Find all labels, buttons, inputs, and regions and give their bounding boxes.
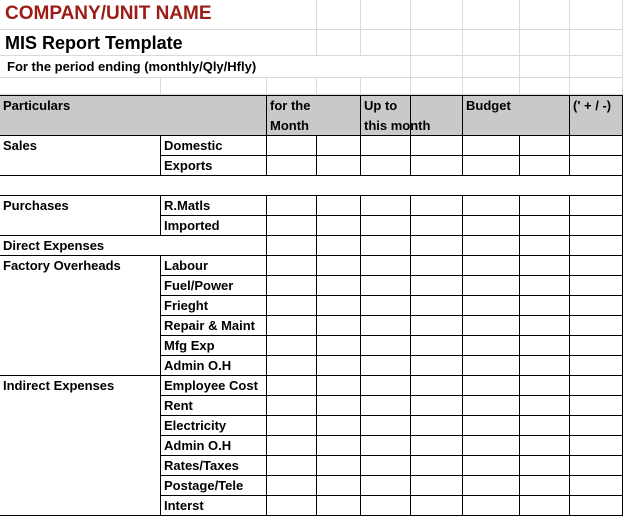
value-cell[interactable] xyxy=(411,296,463,316)
value-cell[interactable] xyxy=(267,376,317,396)
value-cell[interactable] xyxy=(520,316,570,336)
value-cell[interactable] xyxy=(411,256,463,276)
value-cell[interactable] xyxy=(463,176,520,196)
value-cell[interactable] xyxy=(570,256,623,276)
row-sublabel[interactable]: Rates/Taxes xyxy=(161,456,267,476)
blank-cell[interactable] xyxy=(267,0,317,30)
row-sublabel[interactable]: Fuel/Power xyxy=(161,276,267,296)
value-cell[interactable] xyxy=(267,276,317,296)
blank-cell[interactable] xyxy=(520,0,570,30)
value-cell[interactable] xyxy=(317,336,361,356)
blank-cell[interactable] xyxy=(570,0,623,30)
value-cell[interactable] xyxy=(520,436,570,456)
row-sublabel[interactable]: Domestic xyxy=(161,136,267,156)
row-label[interactable] xyxy=(0,476,161,496)
row-label[interactable] xyxy=(0,436,161,456)
value-cell[interactable] xyxy=(570,436,623,456)
row-sublabel[interactable]: Admin O.H xyxy=(161,436,267,456)
row-label[interactable] xyxy=(0,496,161,516)
row-sublabel[interactable]: Mfg Exp xyxy=(161,336,267,356)
blank-cell[interactable] xyxy=(267,30,317,56)
spacer-row xyxy=(0,78,623,96)
value-cell[interactable] xyxy=(570,316,623,336)
header-up-to-line1: Up to xyxy=(364,98,398,113)
value-cell[interactable] xyxy=(570,416,623,436)
header-budget[interactable]: Budget xyxy=(463,96,570,135)
value-cell[interactable] xyxy=(570,356,623,376)
blank-cell[interactable] xyxy=(463,56,520,78)
blank-cell[interactable] xyxy=(317,0,361,30)
value-cell[interactable] xyxy=(570,456,623,476)
row-label[interactable] xyxy=(0,316,161,336)
value-cell[interactable] xyxy=(317,176,361,196)
row-sublabel[interactable]: R.Matls xyxy=(161,196,267,216)
header-variance[interactable]: (' + / -) xyxy=(570,96,623,135)
value-cell[interactable] xyxy=(317,236,361,256)
value-cell[interactable] xyxy=(267,356,317,376)
row-sublabel[interactable]: Exports xyxy=(161,156,267,176)
blank-cell[interactable] xyxy=(520,78,570,95)
value-cell[interactable] xyxy=(317,456,361,476)
table-row xyxy=(0,236,623,256)
value-cell[interactable] xyxy=(520,456,570,476)
value-cell[interactable] xyxy=(361,196,411,216)
value-cell[interactable] xyxy=(411,396,463,416)
value-cell[interactable] xyxy=(317,216,361,236)
value-cell[interactable] xyxy=(520,396,570,416)
value-cell[interactable] xyxy=(570,396,623,416)
table-row xyxy=(0,416,623,436)
table-row xyxy=(0,476,623,496)
value-cell[interactable] xyxy=(317,376,361,396)
table-row xyxy=(0,356,623,376)
value-cell[interactable] xyxy=(411,156,463,176)
blank-cell[interactable] xyxy=(317,30,361,56)
value-cell[interactable] xyxy=(520,476,570,496)
blank-cell[interactable] xyxy=(361,30,411,56)
blank-cell[interactable] xyxy=(520,30,570,56)
value-cell[interactable] xyxy=(361,416,411,436)
value-cell[interactable] xyxy=(520,496,570,516)
table-header xyxy=(0,96,623,136)
blank-cell[interactable] xyxy=(411,78,463,95)
row-label[interactable]: Factory Overheads xyxy=(0,256,161,276)
header-for-the-month-line1: for the xyxy=(270,98,311,113)
value-cell[interactable] xyxy=(411,476,463,496)
value-cell[interactable] xyxy=(267,196,317,216)
value-cell[interactable] xyxy=(570,196,623,216)
row-label[interactable] xyxy=(0,176,161,196)
value-cell[interactable] xyxy=(411,456,463,476)
value-cell[interactable] xyxy=(317,156,361,176)
blank-cell[interactable] xyxy=(463,0,520,30)
value-cell[interactable] xyxy=(520,376,570,396)
value-cell[interactable] xyxy=(317,256,361,276)
value-cell[interactable] xyxy=(411,276,463,296)
value-cell[interactable] xyxy=(411,336,463,356)
value-cell[interactable] xyxy=(463,136,520,156)
row-sublabel[interactable]: Labour xyxy=(161,256,267,276)
value-cell[interactable] xyxy=(570,236,623,256)
value-cell[interactable] xyxy=(317,396,361,416)
value-cell[interactable] xyxy=(361,236,411,256)
blank-cell[interactable] xyxy=(317,78,361,95)
table-row xyxy=(0,256,623,276)
blank-cell[interactable] xyxy=(0,78,161,95)
table-row xyxy=(0,376,623,396)
value-cell[interactable] xyxy=(520,296,570,316)
value-cell[interactable] xyxy=(411,176,463,196)
value-cell[interactable] xyxy=(570,216,623,236)
value-cell[interactable] xyxy=(361,376,411,396)
row-sublabel[interactable]: Employee Cost xyxy=(161,376,267,396)
table-row xyxy=(0,496,623,516)
row-sublabel[interactable] xyxy=(161,176,267,196)
row-label[interactable]: Direct Expenses xyxy=(0,236,267,256)
value-cell[interactable] xyxy=(267,136,317,156)
value-cell[interactable] xyxy=(463,456,520,476)
value-cell[interactable] xyxy=(520,156,570,176)
value-cell[interactable] xyxy=(411,316,463,336)
table-row xyxy=(0,216,623,236)
value-cell[interactable] xyxy=(570,296,623,316)
value-cell[interactable] xyxy=(317,436,361,456)
spacer-row xyxy=(0,176,623,196)
value-cell[interactable] xyxy=(570,156,623,176)
row-label[interactable] xyxy=(0,336,161,356)
table-row xyxy=(0,296,623,316)
title-row-report xyxy=(0,30,623,56)
value-cell[interactable] xyxy=(361,256,411,276)
value-cell[interactable] xyxy=(361,316,411,336)
value-cell[interactable] xyxy=(267,396,317,416)
value-cell[interactable] xyxy=(520,356,570,376)
value-cell[interactable] xyxy=(317,416,361,436)
blank-cell[interactable] xyxy=(520,56,570,78)
blank-cell[interactable] xyxy=(570,56,623,78)
row-sublabel[interactable]: Rent xyxy=(161,396,267,416)
table-row xyxy=(0,276,623,296)
value-cell[interactable] xyxy=(463,196,520,216)
value-cell[interactable] xyxy=(411,216,463,236)
value-cell[interactable] xyxy=(411,376,463,396)
value-cell[interactable] xyxy=(463,256,520,276)
value-cell[interactable] xyxy=(463,156,520,176)
title-row-company xyxy=(0,0,623,30)
table-row xyxy=(0,456,623,476)
value-cell[interactable] xyxy=(570,496,623,516)
table-row xyxy=(0,136,623,156)
row-sublabel[interactable]: Frieght xyxy=(161,296,267,316)
value-cell[interactable] xyxy=(570,336,623,356)
table-row xyxy=(0,436,623,456)
value-cell[interactable] xyxy=(361,276,411,296)
blank-cell[interactable] xyxy=(463,30,520,56)
header-up-to-line2: this month xyxy=(364,118,431,133)
blank-cell[interactable] xyxy=(411,56,463,78)
header-for-the-month[interactable] xyxy=(267,96,361,135)
value-cell[interactable] xyxy=(520,276,570,296)
value-cell[interactable] xyxy=(520,416,570,436)
value-cell[interactable] xyxy=(411,196,463,216)
row-label[interactable] xyxy=(0,356,161,376)
value-cell[interactable] xyxy=(317,316,361,336)
value-cell[interactable] xyxy=(520,236,570,256)
blank-cell[interactable] xyxy=(411,0,463,30)
value-cell[interactable] xyxy=(317,356,361,376)
value-cell[interactable] xyxy=(411,436,463,456)
value-cell[interactable] xyxy=(267,316,317,336)
blank-cell[interactable] xyxy=(411,30,463,56)
value-cell[interactable] xyxy=(411,496,463,516)
table-row xyxy=(0,196,623,216)
value-cell[interactable] xyxy=(317,496,361,516)
value-cell[interactable] xyxy=(463,336,520,356)
blank-cell[interactable] xyxy=(361,56,411,78)
value-cell[interactable] xyxy=(520,196,570,216)
value-cell[interactable] xyxy=(411,236,463,256)
row-sublabel[interactable]: Interst xyxy=(161,496,267,516)
row-label[interactable] xyxy=(0,396,161,416)
value-cell[interactable] xyxy=(317,476,361,496)
row-sublabel[interactable]: Electricity xyxy=(161,416,267,436)
period-subtitle[interactable]: For the period ending (monthly/Qly/Hfly) xyxy=(0,56,361,78)
table-row xyxy=(0,396,623,416)
value-cell[interactable] xyxy=(570,276,623,296)
value-cell[interactable] xyxy=(267,496,317,516)
value-cell[interactable] xyxy=(361,396,411,416)
row-label[interactable] xyxy=(0,156,161,176)
value-cell[interactable] xyxy=(411,416,463,436)
value-cell[interactable] xyxy=(570,376,623,396)
row-label[interactable] xyxy=(0,276,161,296)
value-cell[interactable] xyxy=(267,456,317,476)
value-cell[interactable] xyxy=(317,276,361,296)
value-cell[interactable] xyxy=(267,436,317,456)
blank-cell[interactable] xyxy=(361,0,411,30)
value-cell[interactable] xyxy=(570,176,623,196)
value-cell[interactable] xyxy=(361,216,411,236)
blank-cell[interactable] xyxy=(161,78,267,95)
header-particulars[interactable]: Particulars xyxy=(0,96,267,135)
value-cell[interactable] xyxy=(361,476,411,496)
value-cell[interactable] xyxy=(411,136,463,156)
value-cell[interactable] xyxy=(463,496,520,516)
value-cell[interactable] xyxy=(361,356,411,376)
value-cell[interactable] xyxy=(361,336,411,356)
value-cell[interactable] xyxy=(267,416,317,436)
value-cell[interactable] xyxy=(520,136,570,156)
title-row-period xyxy=(0,56,623,78)
value-cell[interactable] xyxy=(463,396,520,416)
value-cell[interactable] xyxy=(267,176,317,196)
value-cell[interactable] xyxy=(463,316,520,336)
value-cell[interactable] xyxy=(317,296,361,316)
blank-cell[interactable] xyxy=(570,78,623,95)
value-cell[interactable] xyxy=(520,176,570,196)
row-label[interactable]: Sales xyxy=(0,136,161,156)
value-cell[interactable] xyxy=(463,436,520,456)
value-cell[interactable] xyxy=(463,416,520,436)
value-cell[interactable] xyxy=(463,376,520,396)
row-label[interactable] xyxy=(0,296,161,316)
value-cell[interactable] xyxy=(361,436,411,456)
blank-cell[interactable] xyxy=(361,78,411,95)
table-row xyxy=(0,336,623,356)
row-label[interactable] xyxy=(0,456,161,476)
value-cell[interactable] xyxy=(463,216,520,236)
value-cell[interactable] xyxy=(463,356,520,376)
value-cell[interactable] xyxy=(267,236,317,256)
value-cell[interactable] xyxy=(411,356,463,376)
value-cell[interactable] xyxy=(317,196,361,216)
value-cell[interactable] xyxy=(520,216,570,236)
value-cell[interactable] xyxy=(267,156,317,176)
value-cell[interactable] xyxy=(361,296,411,316)
value-cell[interactable] xyxy=(361,156,411,176)
value-cell[interactable] xyxy=(267,216,317,236)
value-cell[interactable] xyxy=(267,476,317,496)
row-sublabel[interactable]: Postage/Tele xyxy=(161,476,267,496)
value-cell[interactable] xyxy=(361,496,411,516)
value-cell[interactable] xyxy=(463,296,520,316)
value-cell[interactable] xyxy=(361,176,411,196)
company-name[interactable]: COMPANY/UNIT NAME xyxy=(0,0,267,30)
blank-cell[interactable] xyxy=(463,78,520,95)
value-cell[interactable] xyxy=(570,136,623,156)
value-cell[interactable] xyxy=(463,476,520,496)
value-cell[interactable] xyxy=(463,276,520,296)
row-label[interactable] xyxy=(0,416,161,436)
blank-cell[interactable] xyxy=(570,30,623,56)
value-cell[interactable] xyxy=(463,236,520,256)
report-title[interactable]: MIS Report Template xyxy=(0,30,267,56)
value-cell[interactable] xyxy=(520,336,570,356)
value-cell[interactable] xyxy=(267,296,317,316)
blank-cell[interactable] xyxy=(267,78,317,95)
header-for-the-month-line2: Month xyxy=(270,118,309,133)
row-sublabel[interactable]: Imported xyxy=(161,216,267,236)
row-label[interactable] xyxy=(0,216,161,236)
table-row xyxy=(0,156,623,176)
row-sublabel[interactable]: Admin O.H xyxy=(161,356,267,376)
value-cell[interactable] xyxy=(267,336,317,356)
value-cell[interactable] xyxy=(361,136,411,156)
value-cell[interactable] xyxy=(267,256,317,276)
value-cell[interactable] xyxy=(361,456,411,476)
row-label[interactable]: Indirect Expenses xyxy=(0,376,161,396)
row-sublabel[interactable]: Repair & Maint xyxy=(161,316,267,336)
value-cell[interactable] xyxy=(570,476,623,496)
row-label[interactable]: Purchases xyxy=(0,196,161,216)
table-row xyxy=(0,316,623,336)
value-cell[interactable] xyxy=(520,256,570,276)
value-cell[interactable] xyxy=(317,136,361,156)
